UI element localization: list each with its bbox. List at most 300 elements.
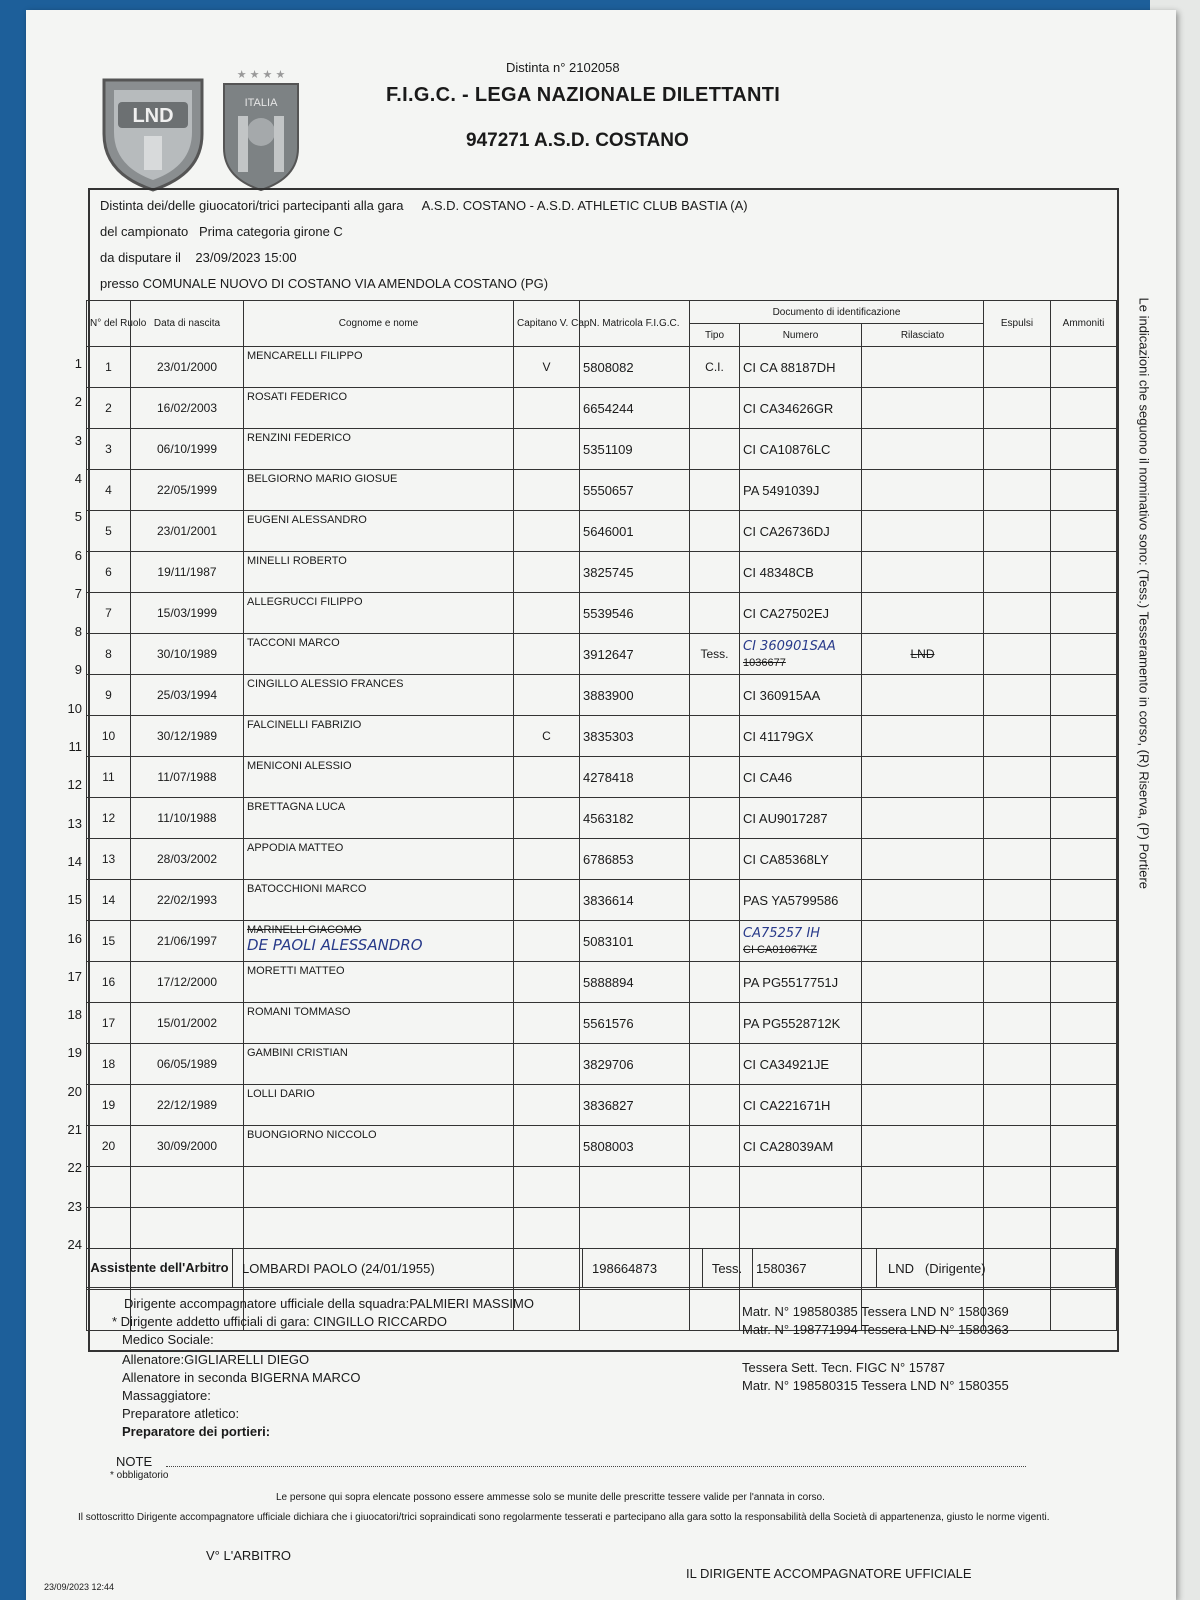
cell-capitano: [514, 1208, 580, 1249]
cell-numero: [740, 921, 862, 962]
cell-nome: FALCINELLI FABRIZIO: [244, 716, 514, 757]
col-matricola: N. Matricola F.I.G.C.: [580, 301, 690, 347]
cell-ammoniti: [1051, 470, 1117, 511]
cell-capitano: [514, 880, 580, 921]
cell-nascita: 25/03/1994: [131, 675, 244, 716]
table-row: [87, 1044, 1117, 1085]
row-number: 21: [67, 1122, 82, 1137]
cell-ruolo: 17: [87, 1003, 131, 1044]
cell-numero: PA 5491039J: [740, 470, 862, 511]
cell-ammoniti: [1051, 1167, 1117, 1208]
cell-rilasciato: [862, 798, 984, 839]
cell-ruolo: 19: [87, 1085, 131, 1126]
staff-preparatore-portieri: Preparatore dei portieri:: [122, 1424, 271, 1439]
cell-capitano: [514, 1126, 580, 1167]
cell-nome: BATOCCHIONI MARCO: [244, 880, 514, 921]
cell-nome: BELGIORNO MARIO GIOSUE: [244, 470, 514, 511]
cell-rilasciato: [862, 1003, 984, 1044]
row-number: 23: [67, 1198, 82, 1214]
cell-tipo: [690, 1003, 740, 1044]
cell-tipo: [690, 921, 740, 962]
table-row: [87, 1208, 1117, 1249]
cell-espulsi: [984, 757, 1051, 798]
cell-numero: CI CA85368LY: [740, 839, 862, 880]
cell-ruolo: 6: [87, 552, 131, 593]
cell-capitano: [514, 388, 580, 429]
cell-capitano: [514, 470, 580, 511]
assistente-rilasciato: LND (Dirigente): [888, 1260, 986, 1276]
cell-tipo: [690, 1167, 740, 1208]
cell-ammoniti: [1051, 634, 1117, 675]
cell-capitano: [514, 962, 580, 1003]
match-line-2: del campionato Prima categoria girone C: [100, 224, 343, 239]
cell-matricola: 5888894: [580, 962, 690, 1003]
cell-ruolo: 15: [87, 921, 131, 962]
cell-ruolo: 1: [87, 347, 131, 388]
cell-espulsi: [984, 552, 1051, 593]
cell-ammoniti: [1051, 1085, 1117, 1126]
side-legend: Le indicazioni che seguono il nominativo sono: (Tess.) Tesseramento in corso, (R) Riserva, (P) Portiere: [1136, 297, 1152, 890]
cell-matricola: [580, 1208, 690, 1249]
row-number: 17: [67, 968, 82, 984]
cell-espulsi: [984, 716, 1051, 757]
cell-capitano: [514, 757, 580, 798]
cell-espulsi: [984, 388, 1051, 429]
table-row: [87, 962, 1117, 1003]
cell-capitano: V: [514, 347, 580, 388]
cell-nascita: 19/11/1987: [131, 552, 244, 593]
row-number: 8: [74, 624, 82, 640]
assistente-label: Assistente dell'Arbitro: [87, 1249, 233, 1287]
cell-ammoniti: [1051, 962, 1117, 1003]
cell-numero: CI 48348CB: [740, 552, 862, 593]
cell-matricola: 4278418: [580, 757, 690, 798]
match-line-1: Distinta dei/delle giuocatori/trici partecipanti alla gara A.S.D. COSTANO - A.S.D. ATHLETIC CLUB BASTIA (A): [100, 198, 748, 213]
cell-tipo: [690, 716, 740, 757]
cell-ruolo: 7: [87, 593, 131, 634]
print-timestamp: 23/09/2023 12:44: [44, 1582, 115, 1592]
cell-ammoniti: [1051, 347, 1117, 388]
table-row: [87, 921, 1117, 962]
col-espulsi: Espulsi: [984, 301, 1051, 347]
cell-matricola: 3836827: [580, 1085, 690, 1126]
cell-ammoniti: [1051, 880, 1117, 921]
cell-matricola: 5083101: [580, 921, 690, 962]
row-number: 20: [67, 1083, 82, 1099]
cell-tipo: C.I.: [690, 347, 740, 388]
cell-tipo: [690, 552, 740, 593]
cell-numero: CI CA28039AM: [740, 1126, 862, 1167]
cell-espulsi: [984, 511, 1051, 552]
table-row: [87, 1167, 1117, 1208]
cell-ruolo: 11: [87, 757, 131, 798]
cell-numero: CI CA34921JE: [740, 1044, 862, 1085]
cell-ruolo: 8: [87, 634, 131, 675]
cell-tipo: [690, 429, 740, 470]
cell-ammoniti: [1051, 716, 1117, 757]
cell-nascita: [131, 1208, 244, 1249]
cell-nome: ROSATI FEDERICO: [244, 388, 514, 429]
cell-nascita: 21/06/1997: [131, 921, 244, 962]
cell-capitano: [514, 839, 580, 880]
row-number: 9: [74, 662, 82, 678]
cell-rilasciato: [862, 388, 984, 429]
cell-numero: [740, 634, 862, 675]
cell-capitano: [514, 1003, 580, 1044]
staff-preparatore: Preparatore atletico:: [122, 1406, 240, 1421]
row-number: 7: [74, 585, 82, 601]
cell-ammoniti: [1051, 1003, 1117, 1044]
cell-rilasciato: [862, 347, 984, 388]
table-row: [87, 880, 1117, 921]
cell-matricola: 6654244: [580, 388, 690, 429]
col-numero: Numero: [740, 324, 862, 347]
staff-allenatore: Allenatore:GIGLIARELLI DIEGO: [122, 1352, 310, 1367]
cell-nascita: 11/07/1988: [131, 757, 244, 798]
cell-nascita: 23/01/2001: [131, 511, 244, 552]
staff-matr-1: Matr. N° 198580385 Tessera LND N° 1580369: [742, 1304, 1009, 1319]
svg-text:★ ★ ★ ★: ★ ★ ★ ★: [236, 69, 286, 81]
cell-matricola: 5351109: [580, 429, 690, 470]
row-number: 10: [67, 700, 82, 716]
cell-espulsi: [984, 429, 1051, 470]
cell-rilasciato: [862, 1044, 984, 1085]
cell-matricola: 4563182: [580, 798, 690, 839]
cell-tipo: [690, 1085, 740, 1126]
lnd-logo: [100, 74, 206, 192]
cell-numero-handwritten: CA75257 IH: [743, 925, 821, 941]
cell-ammoniti: [1051, 839, 1117, 880]
col-nascita: Data di nascita: [131, 301, 244, 347]
row-number: 18: [67, 1007, 82, 1023]
cell-espulsi: [984, 880, 1051, 921]
cell-nome: MORETTI MATTEO: [244, 962, 514, 1003]
cell-numero: [740, 1167, 862, 1208]
table-row: [87, 757, 1117, 798]
cell-matricola: [580, 1290, 690, 1331]
table-row: [87, 429, 1117, 470]
cell-matricola: 6786853: [580, 839, 690, 880]
col-ammoniti: Ammoniti: [1051, 301, 1117, 347]
note-persone: Le persone qui sopra elencate possono essere ammesse solo se munite delle prescritte tessere valide per l'annata in corso.: [276, 1492, 825, 1503]
cell-capitano: [514, 552, 580, 593]
cell-espulsi: [984, 1003, 1051, 1044]
cell-espulsi: [984, 1085, 1051, 1126]
table-row: [87, 675, 1117, 716]
cell-nascita: 30/12/1989: [131, 716, 244, 757]
row-number: 14: [67, 853, 82, 869]
cell-ammoniti: [1051, 593, 1117, 634]
cell-ammoniti: [1051, 757, 1117, 798]
cell-rilasciato: [862, 593, 984, 634]
cell-nome: ROMANI TOMMASO: [244, 1003, 514, 1044]
table-row: [87, 470, 1117, 511]
cell-rilasciato: [862, 470, 984, 511]
cell-ammoniti: [1051, 388, 1117, 429]
cell-nome: TACCONI MARCO: [244, 634, 514, 675]
table-row: [87, 511, 1117, 552]
cell-espulsi: [984, 962, 1051, 1003]
cell-tipo: [690, 1126, 740, 1167]
col-documento: Documento di identificazione: [690, 301, 984, 324]
cell-nome-handwritten: DE PAOLI ALESSANDRO: [247, 936, 423, 954]
cell-nascita: 06/05/1989: [131, 1044, 244, 1085]
cell-nome: GAMBINI CRISTIAN: [244, 1044, 514, 1085]
cell-matricola: 3836614: [580, 880, 690, 921]
cell-numero: CI CA46: [740, 757, 862, 798]
cell-ruolo: 4: [87, 470, 131, 511]
cell-rilasciato: [862, 1126, 984, 1167]
cell-rilasciato: [862, 1208, 984, 1249]
cell-matricola: 5808082: [580, 347, 690, 388]
col-tipo: Tipo: [690, 324, 740, 347]
cell-nascita: 22/12/1989: [131, 1085, 244, 1126]
row-number: 19: [67, 1045, 82, 1061]
cell-nascita: 16/02/2003: [131, 388, 244, 429]
staff-matr-3: Matr. N° 198580315 Tessera LND N° 1580355: [742, 1378, 1009, 1393]
row-number: 12: [67, 777, 82, 793]
table-row: [87, 1085, 1117, 1126]
cell-ruolo: 9: [87, 675, 131, 716]
cell-capitano: [514, 634, 580, 675]
cell-tipo: [690, 880, 740, 921]
note-label: NOTE: [116, 1454, 153, 1469]
cell-tipo: [690, 593, 740, 634]
cell-nome: RENZINI FEDERICO: [244, 429, 514, 470]
cell-nascita: 17/12/2000: [131, 962, 244, 1003]
cell-matricola: 5539546: [580, 593, 690, 634]
staff-dirigente-acc: Dirigente accompagnatore ufficiale della squadra:PALMIERI MASSIMO: [124, 1296, 534, 1311]
cell-ruolo: 13: [87, 839, 131, 880]
cell-nome: EUGENI ALESSANDRO: [244, 511, 514, 552]
cell-numero: CI 41179GX: [740, 716, 862, 757]
cell-capitano: C: [514, 716, 580, 757]
cell-ruolo: 3: [87, 429, 131, 470]
cell-nascita: 22/02/1993: [131, 880, 244, 921]
cell-capitano: [514, 511, 580, 552]
row-number: 11: [68, 739, 82, 754]
col-capitano: Capitano V. Cap.: [514, 301, 580, 347]
cell-nome: MENICONI ALESSIO: [244, 757, 514, 798]
cell-ruolo: 20: [87, 1126, 131, 1167]
table-row: [87, 716, 1117, 757]
cell-ruolo: 14: [87, 880, 131, 921]
cell-tipo: [690, 470, 740, 511]
dirigente-signature-label: IL DIRIGENTE ACCOMPAGNATORE UFFICIALE: [686, 1566, 972, 1581]
cell-capitano: [514, 593, 580, 634]
row-number: 6: [74, 547, 82, 563]
cell-ruolo: [87, 1167, 131, 1208]
cell-ammoniti: [1051, 1044, 1117, 1085]
cell-rilasciato: [862, 962, 984, 1003]
cell-capitano: [514, 921, 580, 962]
cell-matricola: 3912647: [580, 634, 690, 675]
cell-rilasciato: LND: [862, 634, 984, 675]
cell-matricola: 5561576: [580, 1003, 690, 1044]
col-rilasciato: Rilasciato: [862, 324, 984, 347]
cell-matricola: 5646001: [580, 511, 690, 552]
table-row: [87, 634, 1117, 675]
cell-espulsi: [984, 1208, 1051, 1249]
staff-dirigente-add: * Dirigente addetto ufficiali di gara: CINGILLO RICCARDO: [112, 1314, 448, 1329]
cell-nascita: 15/03/1999: [131, 593, 244, 634]
cell-espulsi: [984, 921, 1051, 962]
federation-title: F.I.G.C. - LEGA NAZIONALE DILETTANTI: [386, 84, 781, 106]
cell-nome: [244, 1208, 514, 1249]
cell-ruolo: 10: [87, 716, 131, 757]
col-ruolo: N° del Ruolo: [87, 301, 131, 347]
cell-tipo: [690, 798, 740, 839]
cell-numero: CI 360915AA: [740, 675, 862, 716]
row-number: 1: [74, 356, 82, 371]
table-row: [87, 552, 1117, 593]
row-number: 2: [74, 394, 82, 410]
cell-numero: CI CA10876LC: [740, 429, 862, 470]
cell-matricola: 3825745: [580, 552, 690, 593]
cell-nascita: 23/01/2000: [131, 347, 244, 388]
players-table: [86, 300, 1117, 1331]
row-number: 13: [67, 815, 82, 831]
cell-rilasciato: [862, 921, 984, 962]
cell-nome: [244, 1167, 514, 1208]
cell-tipo: [690, 1044, 740, 1085]
cell-nascita: 30/10/1989: [131, 634, 244, 675]
arbitro-signature-label: V° L'ARBITRO: [206, 1548, 291, 1563]
cell-rilasciato: [862, 757, 984, 798]
table-row: [87, 388, 1117, 429]
cell-espulsi: [984, 1044, 1051, 1085]
cell-numero: PAS YA5799586: [740, 880, 862, 921]
cell-numero: CI CA 88187DH: [740, 347, 862, 388]
table-row: [87, 347, 1117, 388]
cell-rilasciato: [862, 839, 984, 880]
cell-ammoniti: [1051, 1290, 1117, 1331]
cell-espulsi: [984, 1126, 1051, 1167]
cell-nome: APPODIA MATTEO: [244, 839, 514, 880]
cell-tipo: [690, 1208, 740, 1249]
assistente-row: [86, 1248, 1116, 1288]
cell-espulsi: [984, 839, 1051, 880]
cell-matricola: 3835303: [580, 716, 690, 757]
col-nome: Cognome e nome: [244, 301, 514, 347]
staff-tessera-sett: Tessera Sett. Tecn. FIGC N° 15787: [742, 1360, 945, 1375]
cell-tipo: [690, 1290, 740, 1331]
svg-text:ITALIA: ITALIA: [244, 97, 278, 109]
cell-nome: LOLLI DARIO: [244, 1085, 514, 1126]
cell-rilasciato: [862, 716, 984, 757]
cell-ammoniti: [1051, 1208, 1117, 1249]
cell-nascita: 11/10/1988: [131, 798, 244, 839]
cell-nascita: 28/03/2002: [131, 839, 244, 880]
cell-espulsi: [984, 675, 1051, 716]
cell-ammoniti: [1051, 429, 1117, 470]
cell-tipo: [690, 511, 740, 552]
cell-nome: BUONGIORNO NICCOLO: [244, 1126, 514, 1167]
table-row: [87, 839, 1117, 880]
cell-nascita: 06/10/1999: [131, 429, 244, 470]
cell-numero-struck: CI CA01067KZ: [743, 943, 817, 956]
table-row: [87, 593, 1117, 634]
cell-rilasciato: [862, 552, 984, 593]
cell-nascita: 22/05/1999: [131, 470, 244, 511]
cell-ruolo: 2: [87, 388, 131, 429]
club-title: 947271 A.S.D. COSTANO: [466, 130, 689, 151]
cell-rilasciato: [862, 429, 984, 470]
note-obbligatorio: * obbligatorio: [110, 1470, 169, 1481]
cell-numero: CI CA34626GR: [740, 388, 862, 429]
cell-nome: [244, 921, 514, 962]
staff-allenatore-2: Allenatore in seconda BIGERNA MARCO: [122, 1370, 361, 1385]
cell-matricola: 5550657: [580, 470, 690, 511]
row-number: 3: [74, 432, 82, 448]
distinta-number: Distinta n° 2102058: [506, 60, 620, 75]
cell-capitano: [514, 798, 580, 839]
row-number: 24: [67, 1236, 82, 1252]
cell-ammoniti: [1051, 552, 1117, 593]
cell-ammoniti: [1051, 921, 1117, 962]
cell-numero: CI CA27502EJ: [740, 593, 862, 634]
cell-matricola: 5808003: [580, 1126, 690, 1167]
cell-nascita: 30/09/2000: [131, 1126, 244, 1167]
cell-nascita: 15/01/2002: [131, 1003, 244, 1044]
row-number: 16: [67, 930, 82, 946]
cell-ammoniti: [1051, 675, 1117, 716]
cell-espulsi: [984, 1167, 1051, 1208]
cell-numero-struck: 1036677: [743, 656, 786, 669]
note-line: [166, 1466, 1026, 1467]
cell-tipo: [690, 757, 740, 798]
cell-espulsi: [984, 593, 1051, 634]
cell-ruolo: 5: [87, 511, 131, 552]
italia-logo: [220, 66, 302, 192]
table-row: [87, 798, 1117, 839]
cell-matricola: [580, 1167, 690, 1208]
cell-numero: CI CA26736DJ: [740, 511, 862, 552]
cell-numero: CI CA221671H: [740, 1085, 862, 1126]
cell-ruolo: 16: [87, 962, 131, 1003]
cell-tipo: Tess.: [690, 634, 740, 675]
cell-rilasciato: [862, 1085, 984, 1126]
assistente-tipo: Tess.: [702, 1249, 753, 1287]
staff-matr-2: Matr. N° 198771994 Tessera LND N° 1580363: [742, 1322, 1009, 1337]
match-line-3: da disputare il 23/09/2023 15:00: [100, 250, 297, 265]
cell-ammoniti: [1051, 511, 1117, 552]
cell-espulsi: [984, 470, 1051, 511]
cell-numero: PA PG5517751J: [740, 962, 862, 1003]
cell-tipo: [690, 388, 740, 429]
svg-text:LND: LND: [132, 105, 174, 127]
cell-tipo: [690, 962, 740, 1003]
cell-nome: ALLEGRUCCI FILIPPO: [244, 593, 514, 634]
row-number: 15: [67, 892, 82, 908]
cell-numero: [740, 1208, 862, 1249]
cell-matricola: 3829706: [580, 1044, 690, 1085]
match-line-4: presso COMUNALE NUOVO DI COSTANO VIA AMENDOLA COSTANO (PG): [100, 276, 549, 291]
assistente-numero: 1580367: [752, 1249, 877, 1287]
cell-nome: BRETTAGNA LUCA: [244, 798, 514, 839]
staff-medico: Medico Sociale:: [122, 1332, 214, 1347]
row-number: 5: [74, 509, 82, 525]
cell-tipo: [690, 675, 740, 716]
cell-numero: PA PG5528712K: [740, 1003, 862, 1044]
cell-capitano: [514, 1044, 580, 1085]
assistente-matricola: 198664873: [582, 1249, 703, 1287]
cell-espulsi: [984, 798, 1051, 839]
cell-ruolo: 18: [87, 1044, 131, 1085]
cell-rilasciato: [862, 675, 984, 716]
cell-rilasciato: [862, 511, 984, 552]
cell-ruolo: 12: [87, 798, 131, 839]
